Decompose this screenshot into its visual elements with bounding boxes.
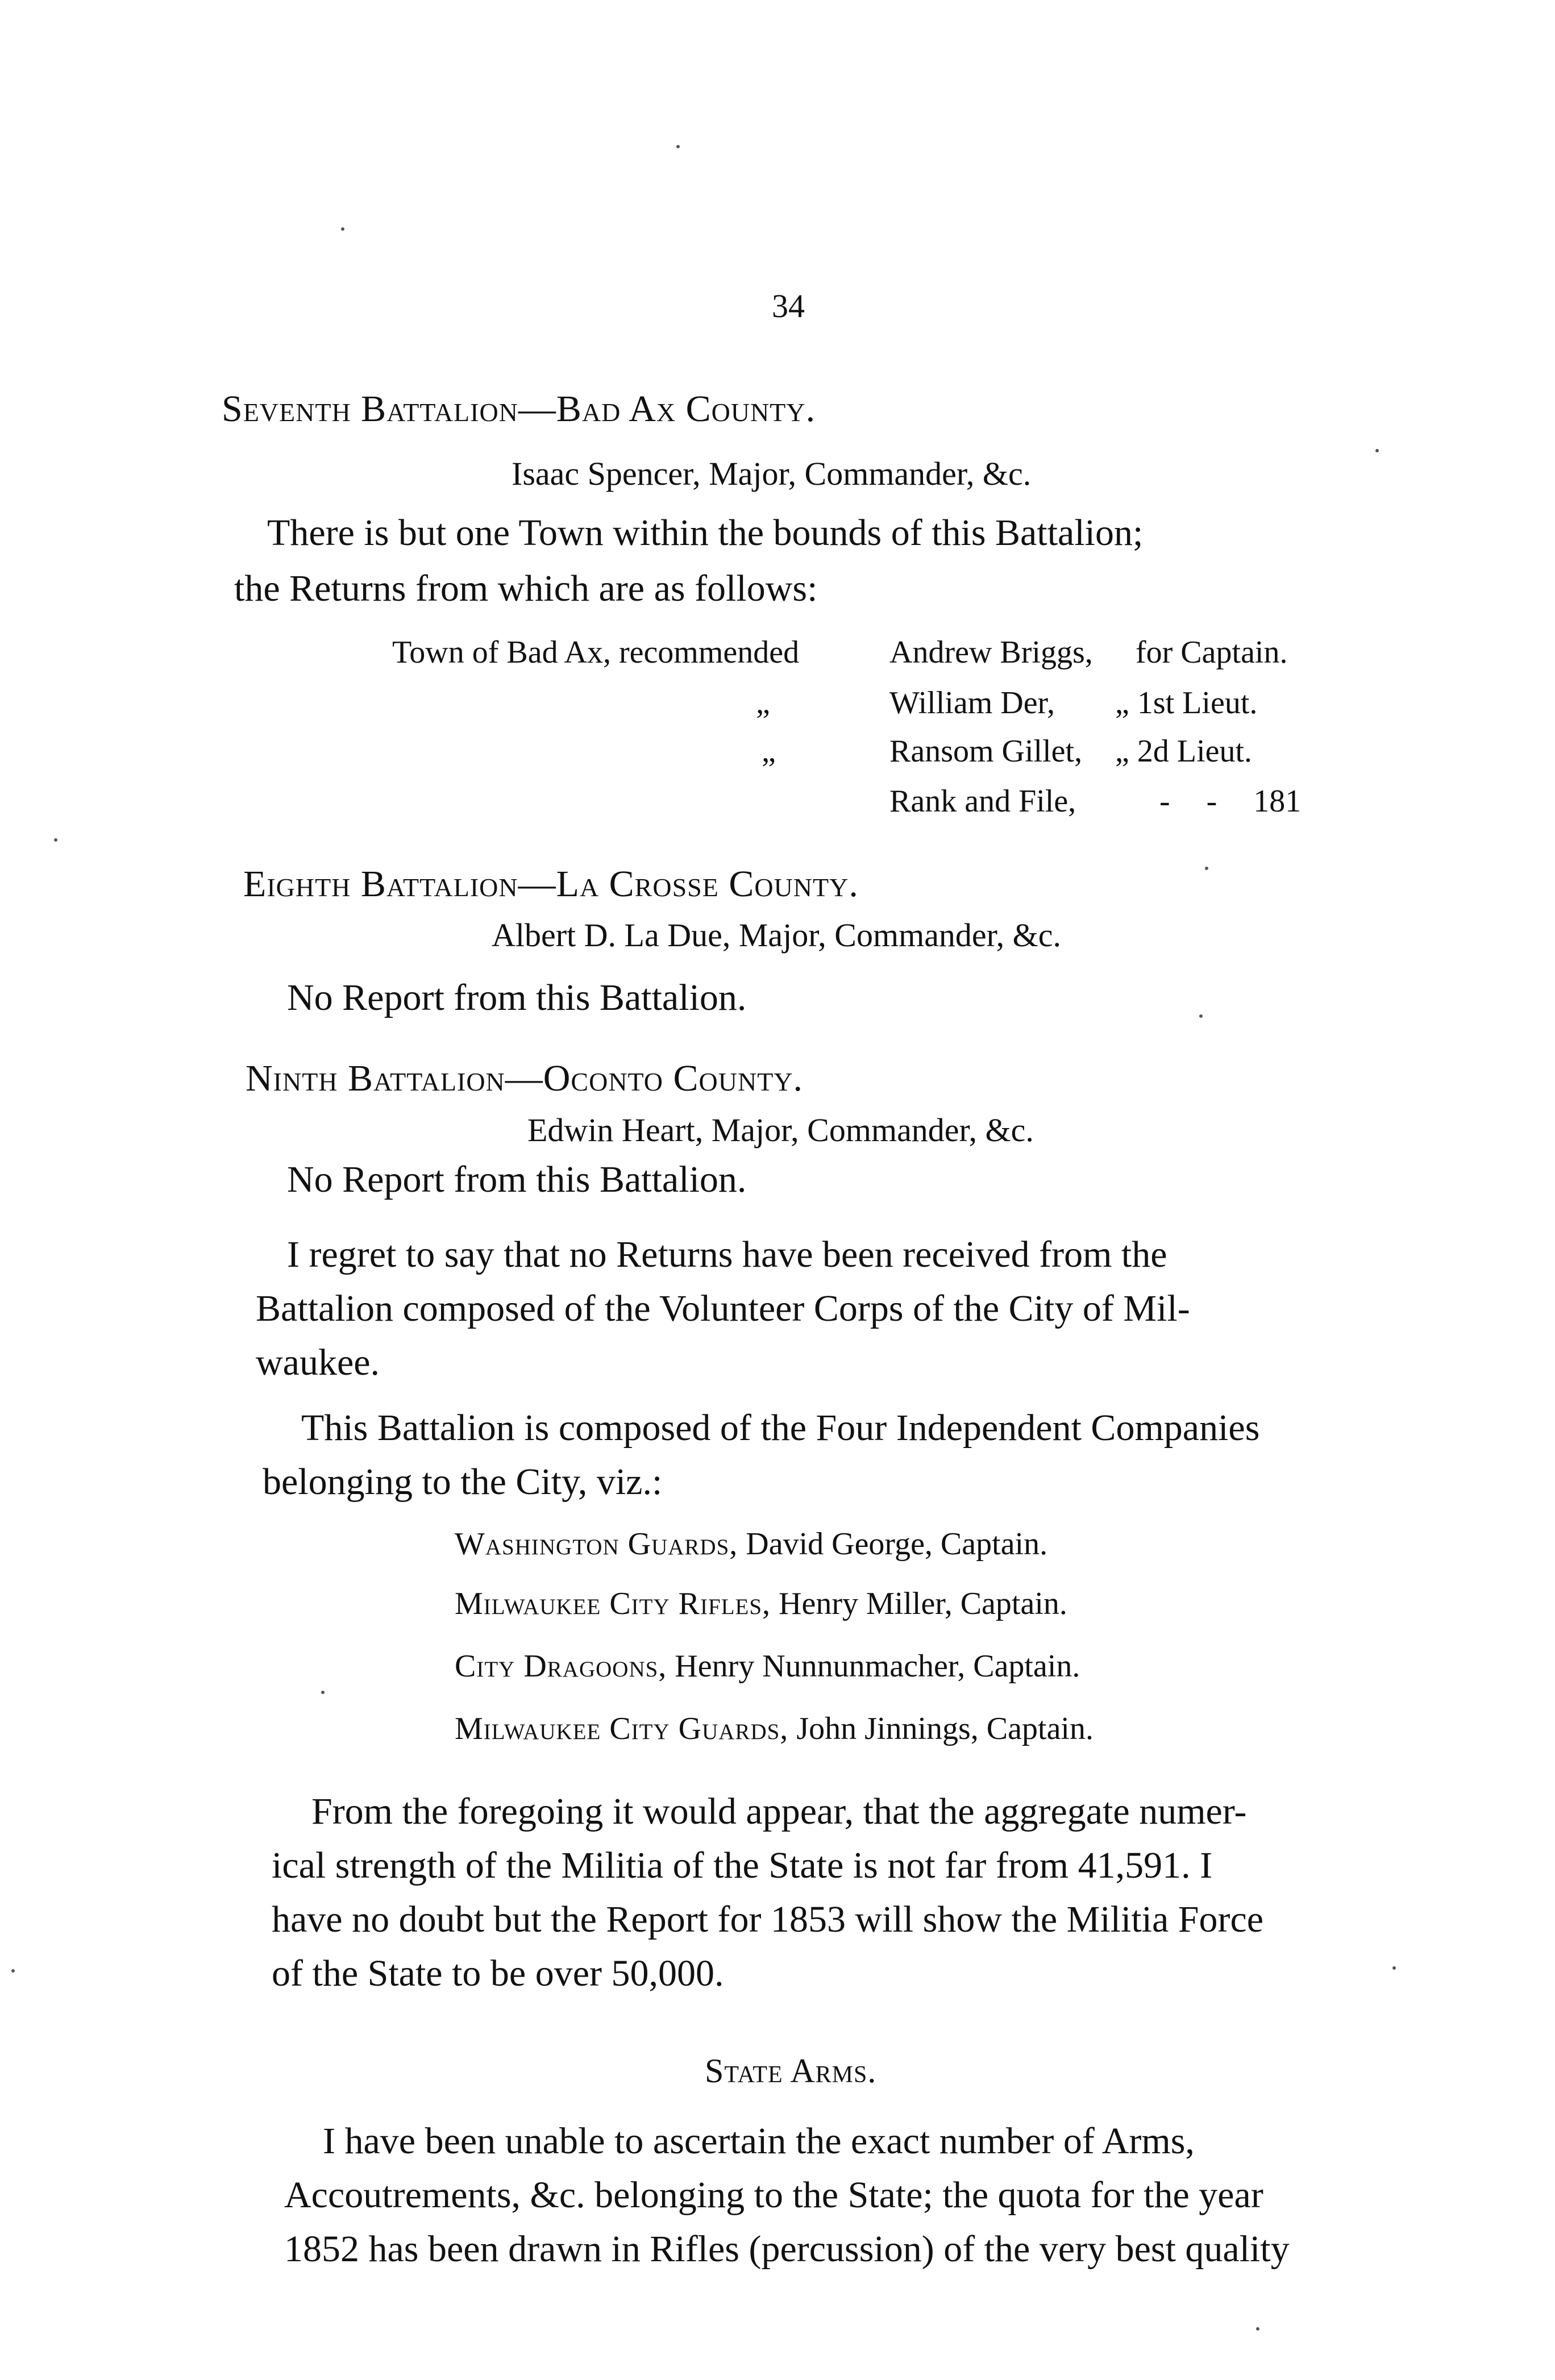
return-rank: for Captain.: [1136, 635, 1288, 670]
return-town-ditto: „: [756, 685, 770, 721]
company-milwaukee-city-rifles: [455, 1586, 1067, 1622]
company-name: Milwaukee City Rifles,: [455, 1586, 771, 1621]
company-milwaukee-city-guards: [455, 1711, 1094, 1747]
foregoing-paragraph-line-3: have no doubt but the Report for 1853 will show the Militia Force: [272, 1899, 1264, 1940]
state-arms-paragraph-line-2: Accoutrements, &c. belonging to the State; the quota for the year: [284, 2174, 1263, 2216]
eighth-battalion-commander: Albert D. La Due, Major, Commander, &c.: [492, 917, 1062, 954]
scan-speck: [1392, 1966, 1396, 1970]
scan-speck: [11, 1969, 15, 1973]
regret-paragraph-line-3: waukee.: [256, 1342, 380, 1383]
company-captain: Henry Miller, Captain.: [779, 1586, 1067, 1621]
ninth-battalion-note: No Report from this Battalion.: [287, 1159, 747, 1200]
foregoing-paragraph-line-4: of the State to be over 50,000.: [272, 1953, 724, 1994]
return-name: Ransom Gillet,: [889, 734, 1083, 769]
eighth-battalion-heading: Eighth Battalion—La Crosse County.: [243, 863, 859, 905]
state-arms-heading: State Arms.: [705, 2052, 877, 2090]
company-name: City Dragoons,: [455, 1649, 667, 1684]
return-town: Town of Bad Ax, recommended: [392, 635, 800, 670]
eighth-battalion-note: No Report from this Battalion.: [287, 977, 747, 1018]
company-washington-guards: [455, 1526, 1047, 1562]
state-arms-paragraph-line-3: 1852 has been drawn in Rifles (percussion) of the very best quality: [284, 2228, 1290, 2270]
page-number: 34: [772, 288, 805, 324]
scan-speck: [1199, 1014, 1203, 1018]
return-rank: „ 2d Lieut.: [1115, 734, 1253, 769]
state-arms-paragraph-line-1: I have been unable to ascertain the exact number of Arms,: [323, 2120, 1195, 2162]
seventh-battalion-paragraph-line-1: There is but one Town within the bounds of this Battalion;: [267, 512, 1144, 554]
company-captain: Henry Nunnunmacher, Captain.: [675, 1649, 1080, 1684]
seventh-battalion-paragraph-line-2: the Returns from which are as follows:: [234, 568, 818, 609]
seventh-battalion-commander: Isaac Spencer, Major, Commander, &c.: [512, 455, 1032, 492]
company-name: Washington Guards,: [455, 1526, 738, 1562]
company-captain: David George, Captain.: [746, 1526, 1048, 1562]
scan-speck: [54, 838, 57, 842]
foregoing-paragraph-line-2: ical strength of the Militia of the State is not far from 41,591. I: [272, 1845, 1213, 1886]
scan-speck: [1375, 449, 1379, 452]
company-city-dragoons: [455, 1648, 1080, 1684]
scan-speck: [1256, 2327, 1259, 2331]
ninth-battalion-heading: Ninth Battalion—Oconto County.: [246, 1058, 804, 1099]
ninth-battalion-commander: Edwin Heart, Major, Commander, &c.: [527, 1112, 1034, 1149]
scan-speck: [1205, 867, 1208, 870]
return-name: William Der,: [889, 685, 1055, 721]
company-name: Milwaukee City Guards,: [455, 1711, 789, 1746]
scan-speck: [676, 145, 680, 148]
return-name: Andrew Briggs,: [889, 635, 1093, 670]
return-town-ditto: „: [762, 734, 776, 769]
return-rank-and-file-count: - - 181: [1159, 784, 1302, 819]
scan-speck: [341, 227, 344, 231]
composition-paragraph-line-2: belonging to the City, viz.:: [263, 1461, 663, 1503]
regret-paragraph-line-1: I regret to say that no Returns have been received from the: [287, 1234, 1167, 1275]
company-captain: John Jinnings, Captain.: [796, 1711, 1094, 1746]
return-name: Rank and File,: [889, 784, 1076, 819]
seventh-battalion-heading: Seventh Battalion—Bad Ax County.: [222, 388, 816, 430]
regret-paragraph-line-2: Battalion composed of the Volunteer Corps of the City of Mil-: [256, 1288, 1190, 1329]
scan-speck: [321, 1691, 325, 1694]
composition-paragraph-line-1: This Battalion is composed of the Four Independent Companies: [301, 1407, 1260, 1449]
return-rank: „ 1st Lieut.: [1115, 685, 1258, 721]
foregoing-paragraph-line-1: From the foregoing it would appear, that the aggregate numer-: [311, 1791, 1247, 1832]
